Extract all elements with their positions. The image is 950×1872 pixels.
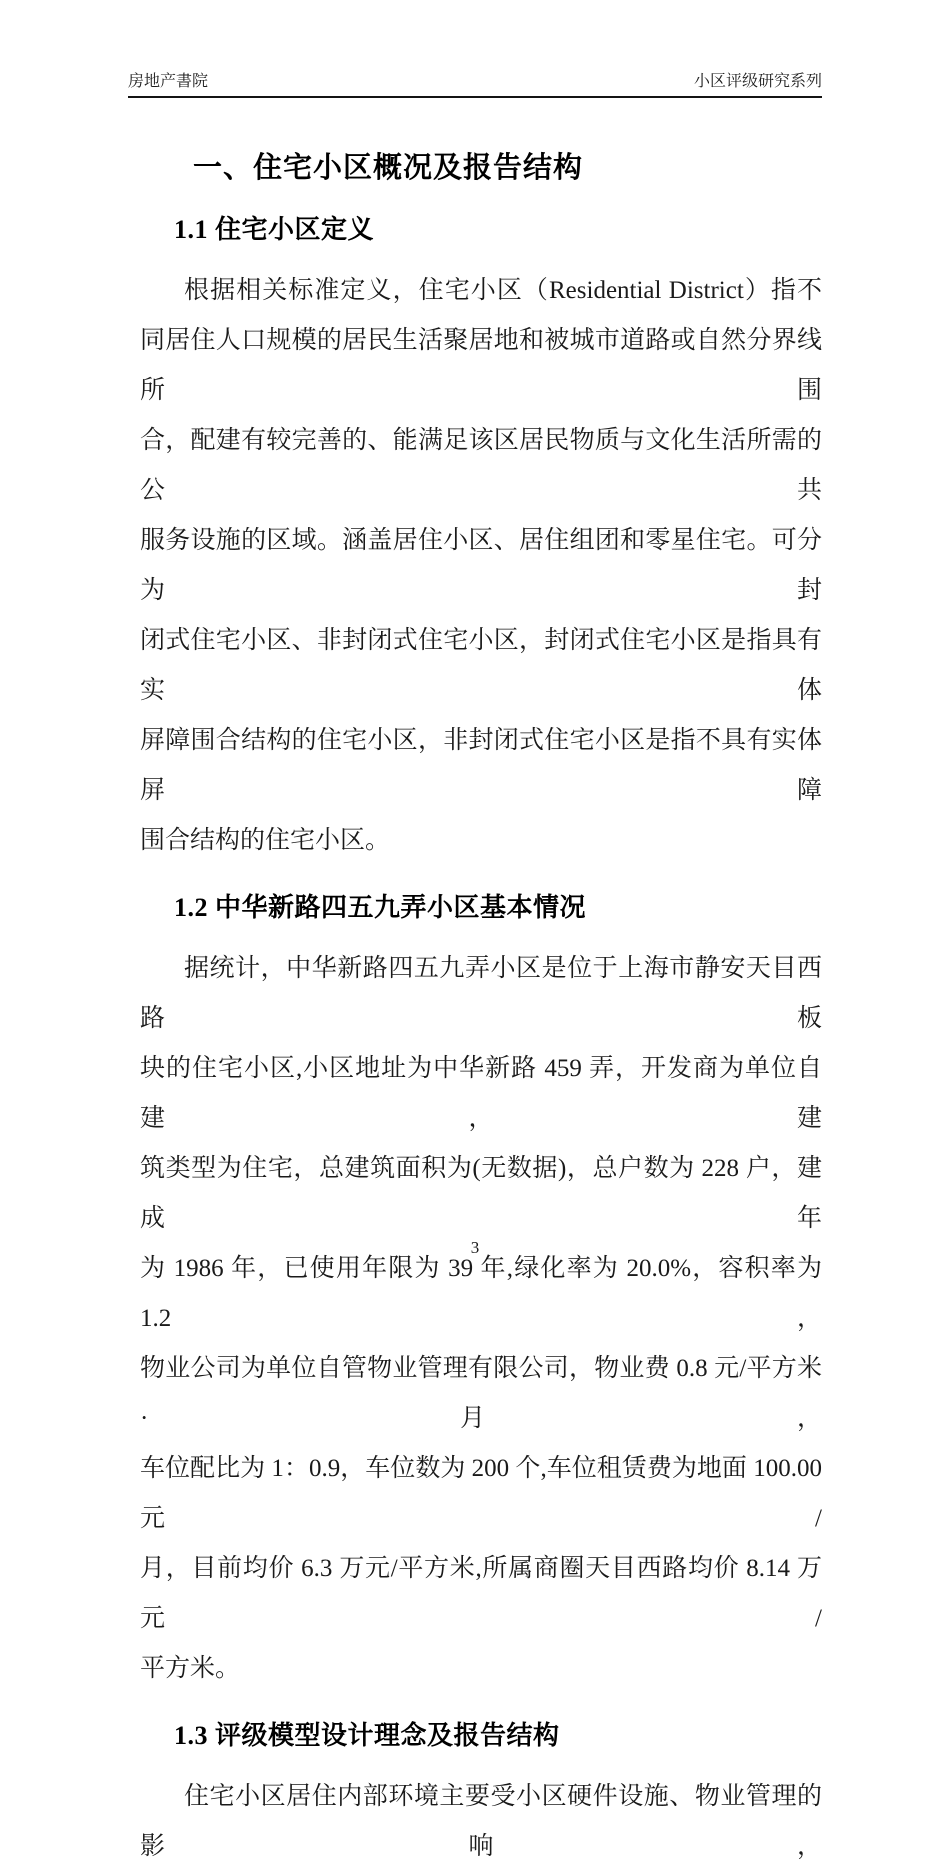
paragraph-line: 月，目前均价 6.3 万元/平方米,所属商圈天目西路均价 8.14 万元/ xyxy=(140,1555,822,1632)
paragraph-line: 车位配比为 1：0.9，车位数为 200 个,车位租赁费为地面 100.00 元/ xyxy=(140,1455,822,1532)
section xyxy=(128,212,822,866)
header-right-text: 小区评级研究系列 xyxy=(693,73,822,90)
page-footer xyxy=(0,1238,950,1258)
section xyxy=(128,890,822,1694)
paragraph-line: 同居住人口规模的居民生活聚居地和被城市道路或自然分界线所围 xyxy=(140,327,822,404)
paragraph-line: 块的住宅小区,小区地址为中华新路 459 弄，开发商为单位自建，建 xyxy=(140,1055,822,1132)
paragraph-line: 平方米。 xyxy=(140,1655,241,1682)
page-number: 3 xyxy=(470,1238,480,1257)
section-heading: 1.1 住宅小区定义 xyxy=(174,215,375,244)
paragraph xyxy=(140,1772,822,1872)
section-heading: 1.2 中华新路四五九弄小区基本情况 xyxy=(174,893,587,922)
paragraph-line: 屏障围合结构的住宅小区，非封闭式住宅小区是指不具有实体屏障 xyxy=(140,727,822,804)
paragraph-line: 筑类型为住宅，总建筑面积为(无数据)，总户数为 228 户，建成年 xyxy=(140,1155,822,1232)
paragraph xyxy=(140,266,822,866)
paragraph-line: 物业公司为单位自管物业管理有限公司，物业费 0.8 元/平方米·月， xyxy=(140,1355,822,1432)
section xyxy=(128,1718,822,1872)
section-heading: 1.3 评级模型设计理念及报告结构 xyxy=(174,1721,560,1750)
paragraph-line: 住宅小区居住内部环境主要受小区硬件设施、物业管理的影响， xyxy=(140,1783,822,1860)
paragraph-line: 服务设施的区域。涵盖居住小区、居住组团和零星住宅。可分为封 xyxy=(140,527,822,604)
sections-container xyxy=(128,212,822,1872)
paragraph-line: 根据相关标准定义，住宅小区（Residential District）指不 xyxy=(184,277,822,304)
paragraph-line: 为 1986 年，已使用年限为 39 年,绿化率为 20.0%，容积率为 1.2， xyxy=(140,1255,822,1332)
header-left-text: 房地产書院 xyxy=(128,73,209,90)
paragraph-line: 合，配建有较完善的、能满足该区居民物质与文化生活所需的公共 xyxy=(140,427,822,504)
paragraph-line: 闭式住宅小区、非封闭式住宅小区，封闭式住宅小区是指具有实体 xyxy=(140,627,822,704)
page-header xyxy=(128,68,822,98)
paragraph-line: 据统计，中华新路四五九弄小区是位于上海市静安天目西路板 xyxy=(140,955,822,1032)
document-body xyxy=(128,100,822,1872)
paragraph xyxy=(140,944,822,1694)
document-title: 一、住宅小区概况及报告结构 xyxy=(193,152,584,184)
paragraph-line: 围合结构的住宅小区。 xyxy=(140,827,391,854)
